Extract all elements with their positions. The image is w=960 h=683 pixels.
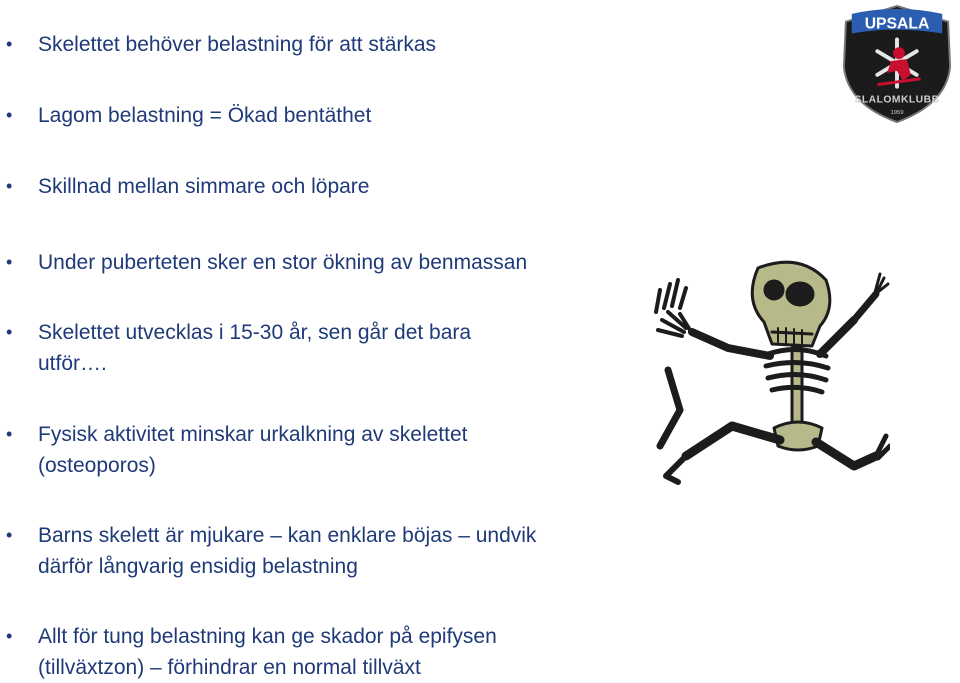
bullet-item [38, 247, 638, 278]
bullet-text: utför…. [38, 352, 107, 375]
bullet-item [38, 317, 638, 379]
bullet-text: • Lagom belastning = Ökad bentäthet [38, 104, 372, 127]
bullet-text: • Skelettet behöver belastning för att stärkas [38, 33, 437, 56]
club-logo [838, 2, 956, 126]
bullet-text: • Skelettet utvecklas i 15-30 år, sen går det bara [38, 321, 472, 344]
bullet-text: (tillväxtzon) – förhindrar en normal tillväxt [38, 656, 421, 679]
bullet-item [38, 171, 638, 202]
logo-bottom-text: SLALOMKLUBB [854, 94, 940, 106]
bullet-item [38, 29, 638, 60]
bullet-text: • Barns skelett är mjukare – kan enklare böjas – undvik [38, 524, 537, 547]
bullet-text: • Fysisk aktivitet minskar urkalkning av skelettet [38, 423, 468, 446]
bullet-text: • Skillnad mellan simmare och löpare [38, 175, 370, 198]
bullet-item [38, 419, 638, 481]
logo-top-text: UPSALA [864, 15, 930, 33]
logo-year-text: 1959 [890, 110, 904, 117]
bullet-text: därför långvarig ensidig belastning [38, 555, 358, 578]
bullet-text: • Allt för tung belastning kan ge skador på epifysen [38, 625, 497, 648]
bullet-text: (osteoporos) [38, 454, 156, 477]
bullet-text: • Under puberteten sker en stor ökning av benmassan [38, 251, 528, 274]
dancing-skeleton-icon [640, 250, 890, 500]
bullet-item [38, 621, 638, 683]
bullet-item [38, 100, 638, 131]
bullet-item [38, 520, 638, 582]
